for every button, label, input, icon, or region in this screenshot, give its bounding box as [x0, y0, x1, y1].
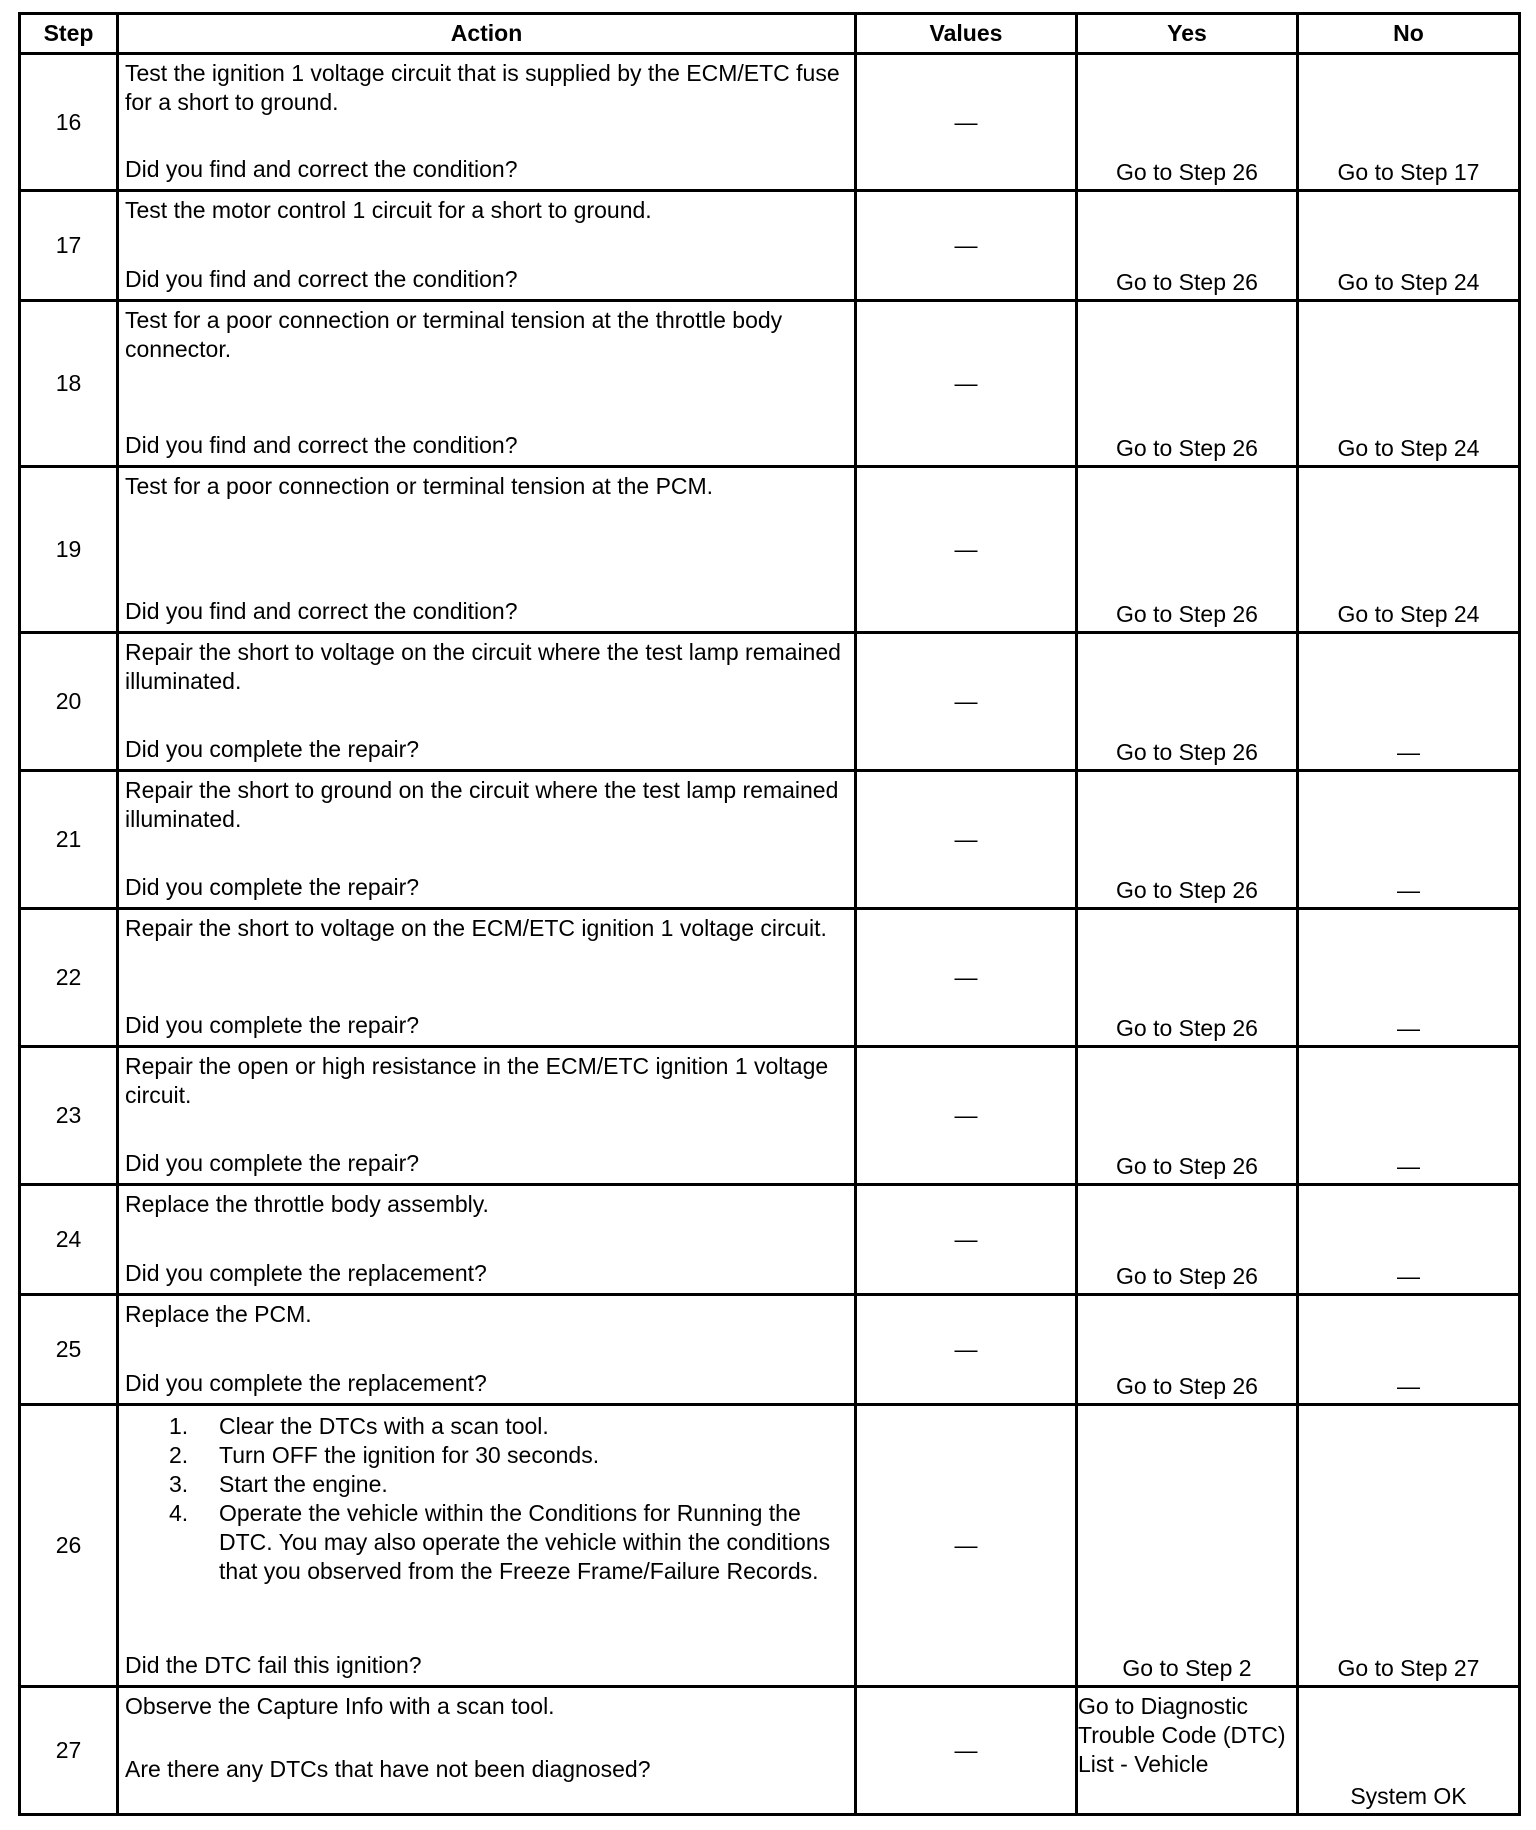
action-cell	[118, 771, 856, 909]
step-number: 22	[20, 909, 118, 1047]
table-row	[20, 633, 1520, 771]
step-number: 19	[20, 467, 118, 633]
action-cell	[118, 467, 856, 633]
action-text: Replace the throttle body assembly.	[125, 1191, 489, 1217]
header-values: Values	[856, 14, 1077, 54]
action-text: Test for a poor connection or terminal tension at the PCM.	[125, 473, 714, 499]
table-row	[20, 1295, 1520, 1405]
step-number: 27	[20, 1687, 118, 1815]
yes-cell: Go to Step 26	[1077, 909, 1298, 1047]
action-cell	[118, 191, 856, 301]
yes-cell: Go to Step 26	[1077, 1185, 1298, 1295]
yes-cell: Go to Step 26	[1077, 467, 1298, 633]
no-cell: —	[1298, 1185, 1520, 1295]
values-cell: —	[856, 909, 1077, 1047]
list-item: 2. Turn OFF the ignition for 30 seconds.	[169, 1442, 600, 1468]
action-text: Observe the Capture Info with a scan tool.	[125, 1693, 555, 1719]
header-step: Step	[20, 14, 118, 54]
action-question: Did you complete the repair?	[125, 1150, 420, 1176]
values-cell: —	[856, 54, 1077, 191]
action-question: Did the DTC fail this ignition?	[125, 1652, 422, 1678]
list-item: 1. Clear the DTCs with a scan tool.	[169, 1413, 549, 1439]
header-row	[20, 14, 1520, 54]
action-cell	[118, 1185, 856, 1295]
no-cell: —	[1298, 1047, 1520, 1185]
table-row	[20, 191, 1520, 301]
step-number: 25	[20, 1295, 118, 1405]
step-number: 17	[20, 191, 118, 301]
action-question: Did you complete the replacement?	[125, 1370, 487, 1396]
action-cell	[118, 909, 856, 1047]
no-cell: Go to Step 24	[1298, 467, 1520, 633]
header-no: No	[1298, 14, 1520, 54]
action-text: Test the ignition 1 voltage circuit that is supplied by the ECM/ETC fuse for a short to ground.	[125, 60, 840, 115]
action-cell	[118, 301, 856, 467]
action-cell	[118, 54, 856, 191]
values-cell: —	[856, 1185, 1077, 1295]
action-question: Did you complete the replacement?	[125, 1260, 487, 1286]
no-cell: Go to Step 24	[1298, 191, 1520, 301]
values-cell: —	[856, 1687, 1077, 1815]
step-number: 21	[20, 771, 118, 909]
action-text: Repair the short to voltage on the ECM/ETC ignition 1 voltage circuit.	[125, 915, 827, 941]
step-number: 24	[20, 1185, 118, 1295]
action-cell	[118, 1405, 856, 1687]
table-row	[20, 467, 1520, 633]
action-question: Did you complete the repair?	[125, 1012, 420, 1038]
action-question: Did you find and correct the condition?	[125, 266, 518, 292]
no-cell: Go to Step 17	[1298, 54, 1520, 191]
no-cell: Go to Step 27	[1298, 1405, 1520, 1687]
yes-cell[interactable]: Go to Diagnostic Trouble Code (DTC) List - Vehicle	[1077, 1687, 1298, 1815]
values-cell: —	[856, 1295, 1077, 1405]
header-action: Action	[118, 14, 856, 54]
header-yes: Yes	[1077, 14, 1298, 54]
values-cell: —	[856, 467, 1077, 633]
table-row	[20, 909, 1520, 1047]
list-item: 3. Start the engine.	[169, 1471, 388, 1497]
table-row	[20, 54, 1520, 191]
values-cell: —	[856, 191, 1077, 301]
action-text: Test the motor control 1 circuit for a short to ground.	[125, 197, 652, 223]
action-text: Test for a poor connection or terminal tension at the throttle body connector.	[125, 307, 783, 362]
action-cell	[118, 1295, 856, 1405]
yes-cell: Go to Step 26	[1077, 1295, 1298, 1405]
action-question: Did you find and correct the condition?	[125, 156, 518, 182]
action-question: Are there any DTCs that have not been diagnosed?	[125, 1756, 651, 1782]
action-text: Repair the open or high resistance in the ECM/ETC ignition 1 voltage circuit.	[125, 1053, 829, 1108]
table-row	[20, 1687, 1520, 1815]
values-cell: —	[856, 1405, 1077, 1687]
diagnostic-table	[18, 12, 1521, 1816]
action-text: Replace the PCM.	[125, 1301, 312, 1327]
values-cell: —	[856, 301, 1077, 467]
yes-cell: Go to Step 26	[1077, 54, 1298, 191]
list-item: 4. Operate the vehicle within the Conditions for Running the DTC. You may also operate the vehicle within the conditions that you observed from the Freeze Frame/Failure Records.	[169, 1500, 831, 1584]
yes-cell: Go to Step 2	[1077, 1405, 1298, 1687]
step-number: 20	[20, 633, 118, 771]
table-row	[20, 771, 1520, 909]
step-number: 26	[20, 1405, 118, 1687]
step-number: 18	[20, 301, 118, 467]
yes-cell: Go to Step 26	[1077, 301, 1298, 467]
no-cell: —	[1298, 1295, 1520, 1405]
values-cell: —	[856, 1047, 1077, 1185]
no-cell: —	[1298, 633, 1520, 771]
table-row	[20, 1185, 1520, 1295]
no-cell: System OK	[1298, 1687, 1520, 1815]
values-cell: —	[856, 771, 1077, 909]
yes-cell: Go to Step 26	[1077, 1047, 1298, 1185]
step-number: 23	[20, 1047, 118, 1185]
action-question: Did you complete the repair?	[125, 736, 420, 762]
no-cell: —	[1298, 909, 1520, 1047]
table-row	[20, 1047, 1520, 1185]
values-cell: —	[856, 633, 1077, 771]
action-question: Did you complete the repair?	[125, 874, 420, 900]
action-text: Repair the short to ground on the circuit where the test lamp remained illuminated.	[125, 777, 839, 832]
no-cell: —	[1298, 771, 1520, 909]
yes-cell: Go to Step 26	[1077, 633, 1298, 771]
no-cell: Go to Step 24	[1298, 301, 1520, 467]
step-number: 16	[20, 54, 118, 191]
action-text: Repair the short to voltage on the circuit where the test lamp remained illuminated.	[125, 639, 841, 694]
action-question: Did you find and correct the condition?	[125, 432, 518, 458]
action-cell	[118, 1687, 856, 1815]
procedure-list	[119, 1406, 854, 1586]
action-cell	[118, 633, 856, 771]
table-row	[20, 301, 1520, 467]
action-question: Did you find and correct the condition?	[125, 598, 518, 624]
action-cell	[118, 1047, 856, 1185]
table-row	[20, 1405, 1520, 1687]
yes-cell: Go to Step 26	[1077, 771, 1298, 909]
yes-cell: Go to Step 26	[1077, 191, 1298, 301]
